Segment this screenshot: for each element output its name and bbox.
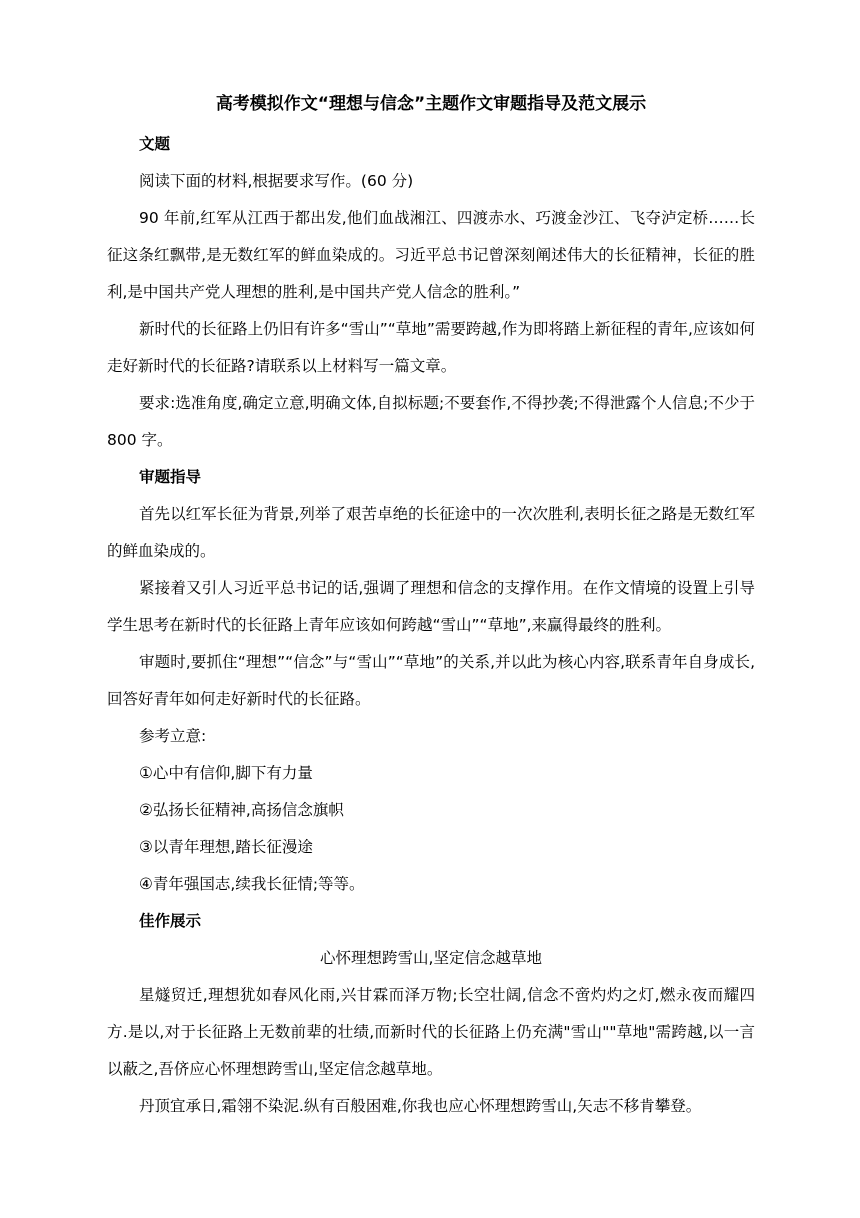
paragraph: 新时代的长征路上仍旧有许多“雪山”“草地”需要跨越,作为即将踏上新征程的青年,应该如何走好新时代的长征路?请联系以上材料写一篇文章。 bbox=[107, 320, 755, 375]
document-title: 高考模拟作文“理想与信念”主题作文审题指导及范文展示 bbox=[215, 94, 647, 114]
essay-title: 心怀理想跨雪山,坚定信念越草地 bbox=[320, 949, 542, 967]
list-item: ③以青年理想,踏长征漫途 bbox=[139, 838, 313, 856]
document-body bbox=[107, 90, 755, 1125]
paragraph: 阅读下面的材料,根据要求写作。(60 分) bbox=[139, 172, 414, 190]
list-item: ①心中有信仰,脚下有力量 bbox=[139, 764, 313, 782]
paragraph: 紧接着又引人习近平总书记的话,强调了理想和信念的支撑作用。在作文情境的设置上引导学生思考在新时代的长征路上青年应该如何跨越“雪山”“草地”,来赢得最终的胜利。 bbox=[107, 579, 755, 634]
paragraph: 要求:选准角度,确定立意,明确文体,自拟标题;不要套作,不得抄袭;不得泄露个人信息;不少于 800 字。 bbox=[107, 394, 755, 449]
reference-label: 参考立意: bbox=[139, 727, 207, 745]
paragraph: 90 年前,红军从江西于都出发,他们血战湘江、四渡赤水、巧渡金沙江、飞夺泸定桥……长征这条红飘带,是无数红军的鲜血染成的。习近平总书记曾深刻阐述伟大的长征精神，长征的胜利,是中国共产党人理想的胜利,是中国共产党人信念的胜利。” bbox=[107, 209, 755, 301]
section-heading-essay: 佳作展示 bbox=[139, 912, 202, 930]
paragraph: 丹顶宜承日,霜翎不染泥.纵有百般困难,你我也应心怀理想跨雪山,矢志不移肯攀登。 bbox=[139, 1097, 702, 1115]
list-item: ④青年强国志,续我长征情;等等。 bbox=[139, 875, 365, 893]
paragraph: 审题时,要抓住“理想”“信念”与“雪山”“草地”的关系,并以此为核心内容,联系青年自身成长,回答好青年如何走好新时代的长征路。 bbox=[107, 653, 755, 708]
section-heading-prompt: 文题 bbox=[139, 135, 171, 153]
section-heading-guide: 审题指导 bbox=[139, 468, 202, 486]
paragraph: 星燧贸迁,理想犹如春风化雨,兴甘霖而泽万物;长空壮阔,信念不啻灼灼之灯,燃永夜而耀四方.是以,对于长征路上无数前辈的壮绩,而新时代的长征路上仍充满"雪山""草地"需跨越,以一言以蔽之,吾侪应心怀理想跨雪山,坚定信念越草地。 bbox=[107, 986, 755, 1078]
list-item: ②弘扬长征精神,高扬信念旗帜 bbox=[139, 801, 344, 819]
paragraph: 首先以红军长征为背景,列举了艰苦卓绝的长征途中的一次次胜利,表明长征之路是无数红军的鲜血染成的。 bbox=[107, 505, 755, 560]
